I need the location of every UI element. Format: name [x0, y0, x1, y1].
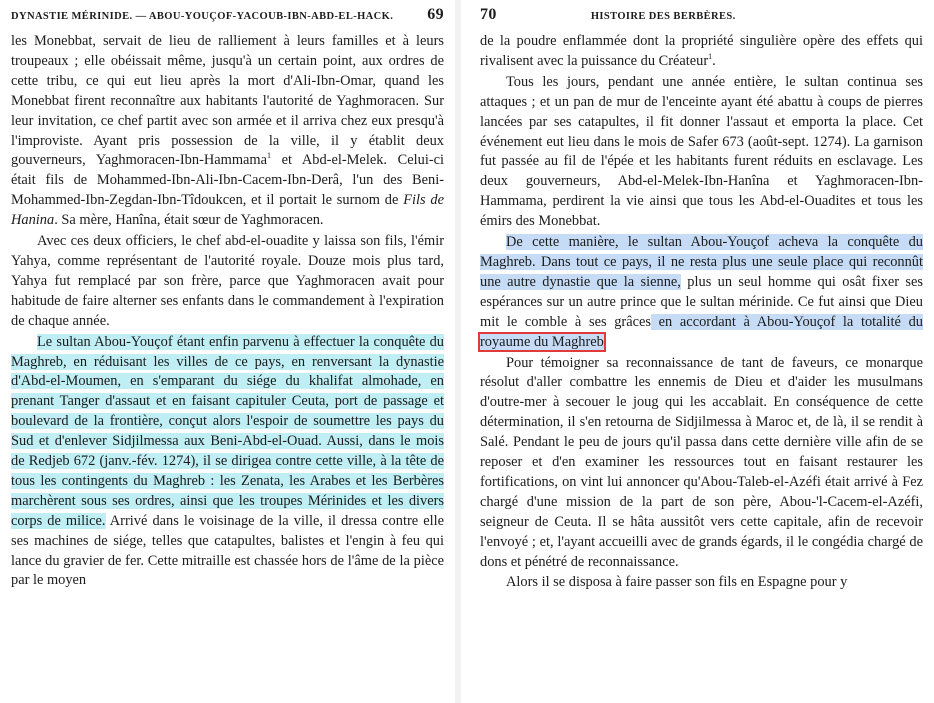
right-paragraph-4: Pour témoigner sa reconnaissance de tant de faveurs, ce monarque résolut d'aller combattre les ennemis de Dieu et d'aider les musulmans d'outre-mer à secouer le joug qui les accablait. En conséquence de cette détermination, il s'en retourna de Sidjilmessa à Maroc et, de là, il se rendit à Salé. Pendant le peu de jours qu'il passa dans cette dernière ville afin de se reposer et d'en examiner les ressources tout en faisant restaurer les fortifications, on vint lui annoncer qu'Abou-Taleb-el-Azéfi était arrivé à Fez chargé d'une mission de la part de son père, Abou-'l-Cacem-el-Azéfi, seigneur de Ceuta. Il se hâta aussitôt vers cette capitale, afin de recevoir l'envoyé ; et, l'ayant accueilli avec de grands égards, il le congédia chargé de dons et pénétré de reconnaissance. [480, 354, 923, 570]
left-p1-text-c: . Sa mère, Hanîna, était sœur de Yaghmoracen. [54, 212, 324, 229]
right-p1-text-b: . [712, 52, 716, 69]
left-running-title: DYNASTIE MÉRINIDE. — ABOU-YOUÇOF-YACOUB-IBN-ABD-EL-HACK. [11, 11, 394, 22]
footnote-marker: 1 [708, 52, 713, 62]
blue-highlight-passage-2: en accordant à Abou-Youçof la totalité du [651, 313, 923, 330]
right-running-title: HISTOIRE DES BERBÈRES. [590, 11, 736, 22]
left-p3-rest: Arrivé dans le voisinage de la ville, il dressa contre elle ses machines de siége, telles que catapultes, balistes et l'engin à feu qui lance du gravier de fer. Cette mitraille est chassée hors de l'âme de la pièce par le moyen [11, 512, 444, 589]
right-paragraph-3 [480, 233, 923, 352]
cyan-highlight-passage: Le sultan Abou-Youçof étant enfin parvenu à effectuer la conquête du Maghreb, en réduisant les villes de ce pays, en renversant la dynastie d'Abd-el-Moumen, en s'emparant du siége du khalifat almohade, en prenant Tanger d'assaut et en faisant capituler Ceuta, port de passage et boulevard de la frontière, conçut alors l'espoir de soumettre les pays du Sud et d'enlever Sidjilmessa aux Beni-Abd-el-Ouad. Aussi, dans le mois de Redjeb 672 (janv.-fév. 1274), il se dirigea contre cette ville, à la tête de tous les contingents du Maghreb : les Zenata, les Arabes et les Berbères marchèrent sous ses ordres, ainsi que les troupes Mérinides et les divers corps de milice. [11, 333, 444, 529]
right-p3-middle: plus un seul homme qui osât fixer ses espérances sur un autre prince que le sultan mérinide. Ce fut ainsi que Dieu mit le comble à ses grâces [480, 273, 923, 330]
left-paragraph-3 [11, 333, 444, 592]
left-p1-text-a: les Monebbat, servait de lieu de ralliement à leurs familles et à leurs troupeaux ; elle obéissait même, jusqu'à un certain point, aux ordres de cette tribu, ce qui eut lieu après la mort d'Ali-Ibn-Omar, quand les Monebbat firent reconnaître aux habitants l'autorité de Yaghmoracen. Sur leur invitation, ce chef partit avec son armée et il arriva chez eux presqu'à l'improviste. Ayant pris possession de la ville, il y établit deux gouverneurs, Yaghmoracen-Ibn-Hammama [11, 33, 444, 169]
right-paragraph-2: Tous les jours, pendant une année entière, le sultan continua ses attaques ; et un pan de mur de l'enceinte ayant été abattu à coups de pierres lancées par ses catapultes, il fit donner l'assaut et emporta la place. Cet événement eut lieu dans le mois de Safer 673 (août-sept. 1274). La garnison fut passée au fil de l'épée et les habitants furent réduits en esclavage. Les deux gouverneurs, Abd-el-Melek-Ibn-Hanîna et Yaghmoracen-Ibn-Hammama, perdirent la vie ainsi que tous les Abd-el-Ouadites et tous les émirs des Monebbat. [480, 73, 923, 230]
page-gutter [455, 0, 461, 703]
left-p1-text-b: et Abd-el-Melek. Celui-ci était fils de Mohammed-Ibn-Ali-Ibn-Cacem-Ibn-Derâ, l'un des Beni-Mohammed-Ibn-Zegdan-Ibn-Tîdoukcen, et il portait le surnom de [11, 152, 444, 209]
right-paragraph-1 [480, 32, 923, 72]
left-paragraph-1 [11, 32, 444, 231]
left-page-header [11, 6, 444, 30]
left-page-number: 69 [427, 6, 444, 23]
right-page-number: 70 [480, 6, 497, 23]
right-paragraph-5: Alors il se disposa à faire passer son fils en Espagne pour y [506, 574, 848, 591]
right-page-header [480, 6, 923, 30]
footnote-marker: 1 [267, 151, 272, 161]
left-p1-italic-title: Fils de Hanina [11, 192, 444, 229]
left-page [0, 0, 452, 703]
left-page-body [11, 32, 444, 591]
right-p1-text-a: de la poudre enflammée dont la propriété singulière opère des effets qui rivalisent avec la puissance du Créateur [480, 33, 923, 69]
right-page-body [480, 32, 923, 593]
boxed-phrase: royaume du Maghreb [480, 333, 604, 350]
left-paragraph-2: Avec ces deux officiers, le chef abd-el-ouadite y laissa son fils, l'émir Yahya, comme représentant de l'autorité royale. Douze mois plus tard, Yahya fut remplacé par son frère, parce que Yaghmoracen avait pour habitude de faire alterner ses enfants dans le commandement à l'expiration de chaque année. [11, 233, 444, 329]
right-page [466, 0, 934, 703]
blue-highlight-passage-1: De cette manière, le sultan Abou-Youçof acheva la conquête du Maghreb. Dans tout ce pays, il ne resta plus une seule place qui reconnût une autre dynastie que la sienne, [480, 234, 923, 290]
